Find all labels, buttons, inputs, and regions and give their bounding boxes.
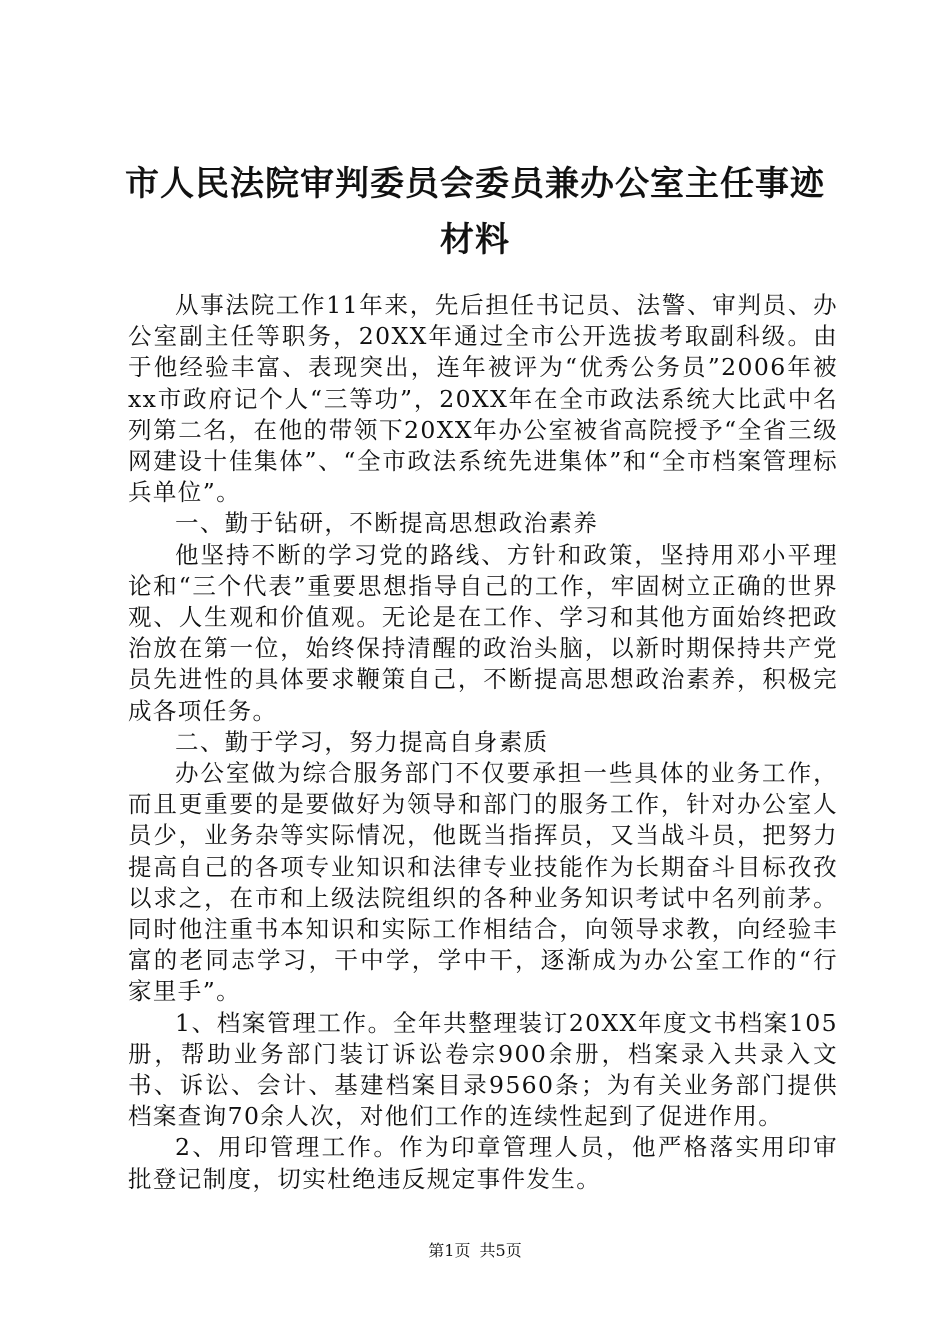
section-heading-1: 一、勤于钻研，不断提高思想政治素养 <box>175 509 599 538</box>
document-title: 市人民法院审判委员会委员兼办公室主任事迹材料 <box>125 164 825 260</box>
page-total: 共5页 <box>479 1241 522 1260</box>
paragraph-archive-management: 1、档案管理工作。全年共整理装订20XX年度文书档案105册，帮助业务部门装订诉讼卷宗900余册，档案录入共录入文书、诉讼、会计、基建档案目录9560条；为有关业务部门提供档案查询70余人次，对他们工作的连续性起到了促进作用。 <box>128 1008 838 1131</box>
page-number: 第1页 <box>428 1241 471 1260</box>
paragraph-seal-management: 2、用印管理工作。作为印章管理人员，他严格落实用印审批登记制度，切实杜绝违反规定事件发生。 <box>128 1133 838 1193</box>
paragraph-section-2: 办公室做为综合服务部门不仅要承担一些具体的业务工作，而且更重要的是要做好为领导和部门的服务工作，针对办公室人员少，业务杂等实际情况，他既当指挥员，又当战斗员，把努力提高自己的各项专业知识和法律专业技能作为长期奋斗目标孜孜以求之，在市和上级法院组织的各种业务知识考试中名列前茅。同时他注重书本知识和实际工作相结合，向领导求教，向经验丰富的老同志学习，干中学，学中干，逐渐成为办公室工作的“行家里手”。 <box>128 759 838 1006</box>
page-footer <box>0 1238 950 1261</box>
paragraph-section-1: 他坚持不断的学习党的路线、方针和政策，坚持用邓小平理论和“三个代表”重要思想指导自己的工作，牢固树立正确的世界观、人生观和价值观。无论是在工作、学习和其他方面始终把政治放在第一位，始终保持清醒的政治头脑，以新时期保持共产党员先进性的具体要求鞭策自己，不断提高思想政治素养，积极完成各项任务。 <box>128 540 838 725</box>
paragraph-intro: 从事法院工作11年来，先后担任书记员、法警、审判员、办公室副主任等职务，20XX年通过全市公开选拔考取副科级。由于他经验丰富、表现突出，连年被评为“优秀公务员”2006年被xx市政府记个人“三等功”，20XX年在全市政法系统大比武中名列第二名，在他的带领下20XX年办公室被省高院授予“全省三级网建设十佳集体”、“全市政法系统先进集体”和“全市档案管理标兵单位”。 <box>128 291 838 507</box>
section-heading-2: 二、勤于学习，努力提高自身素质 <box>175 727 549 756</box>
document-body <box>128 290 838 1195</box>
